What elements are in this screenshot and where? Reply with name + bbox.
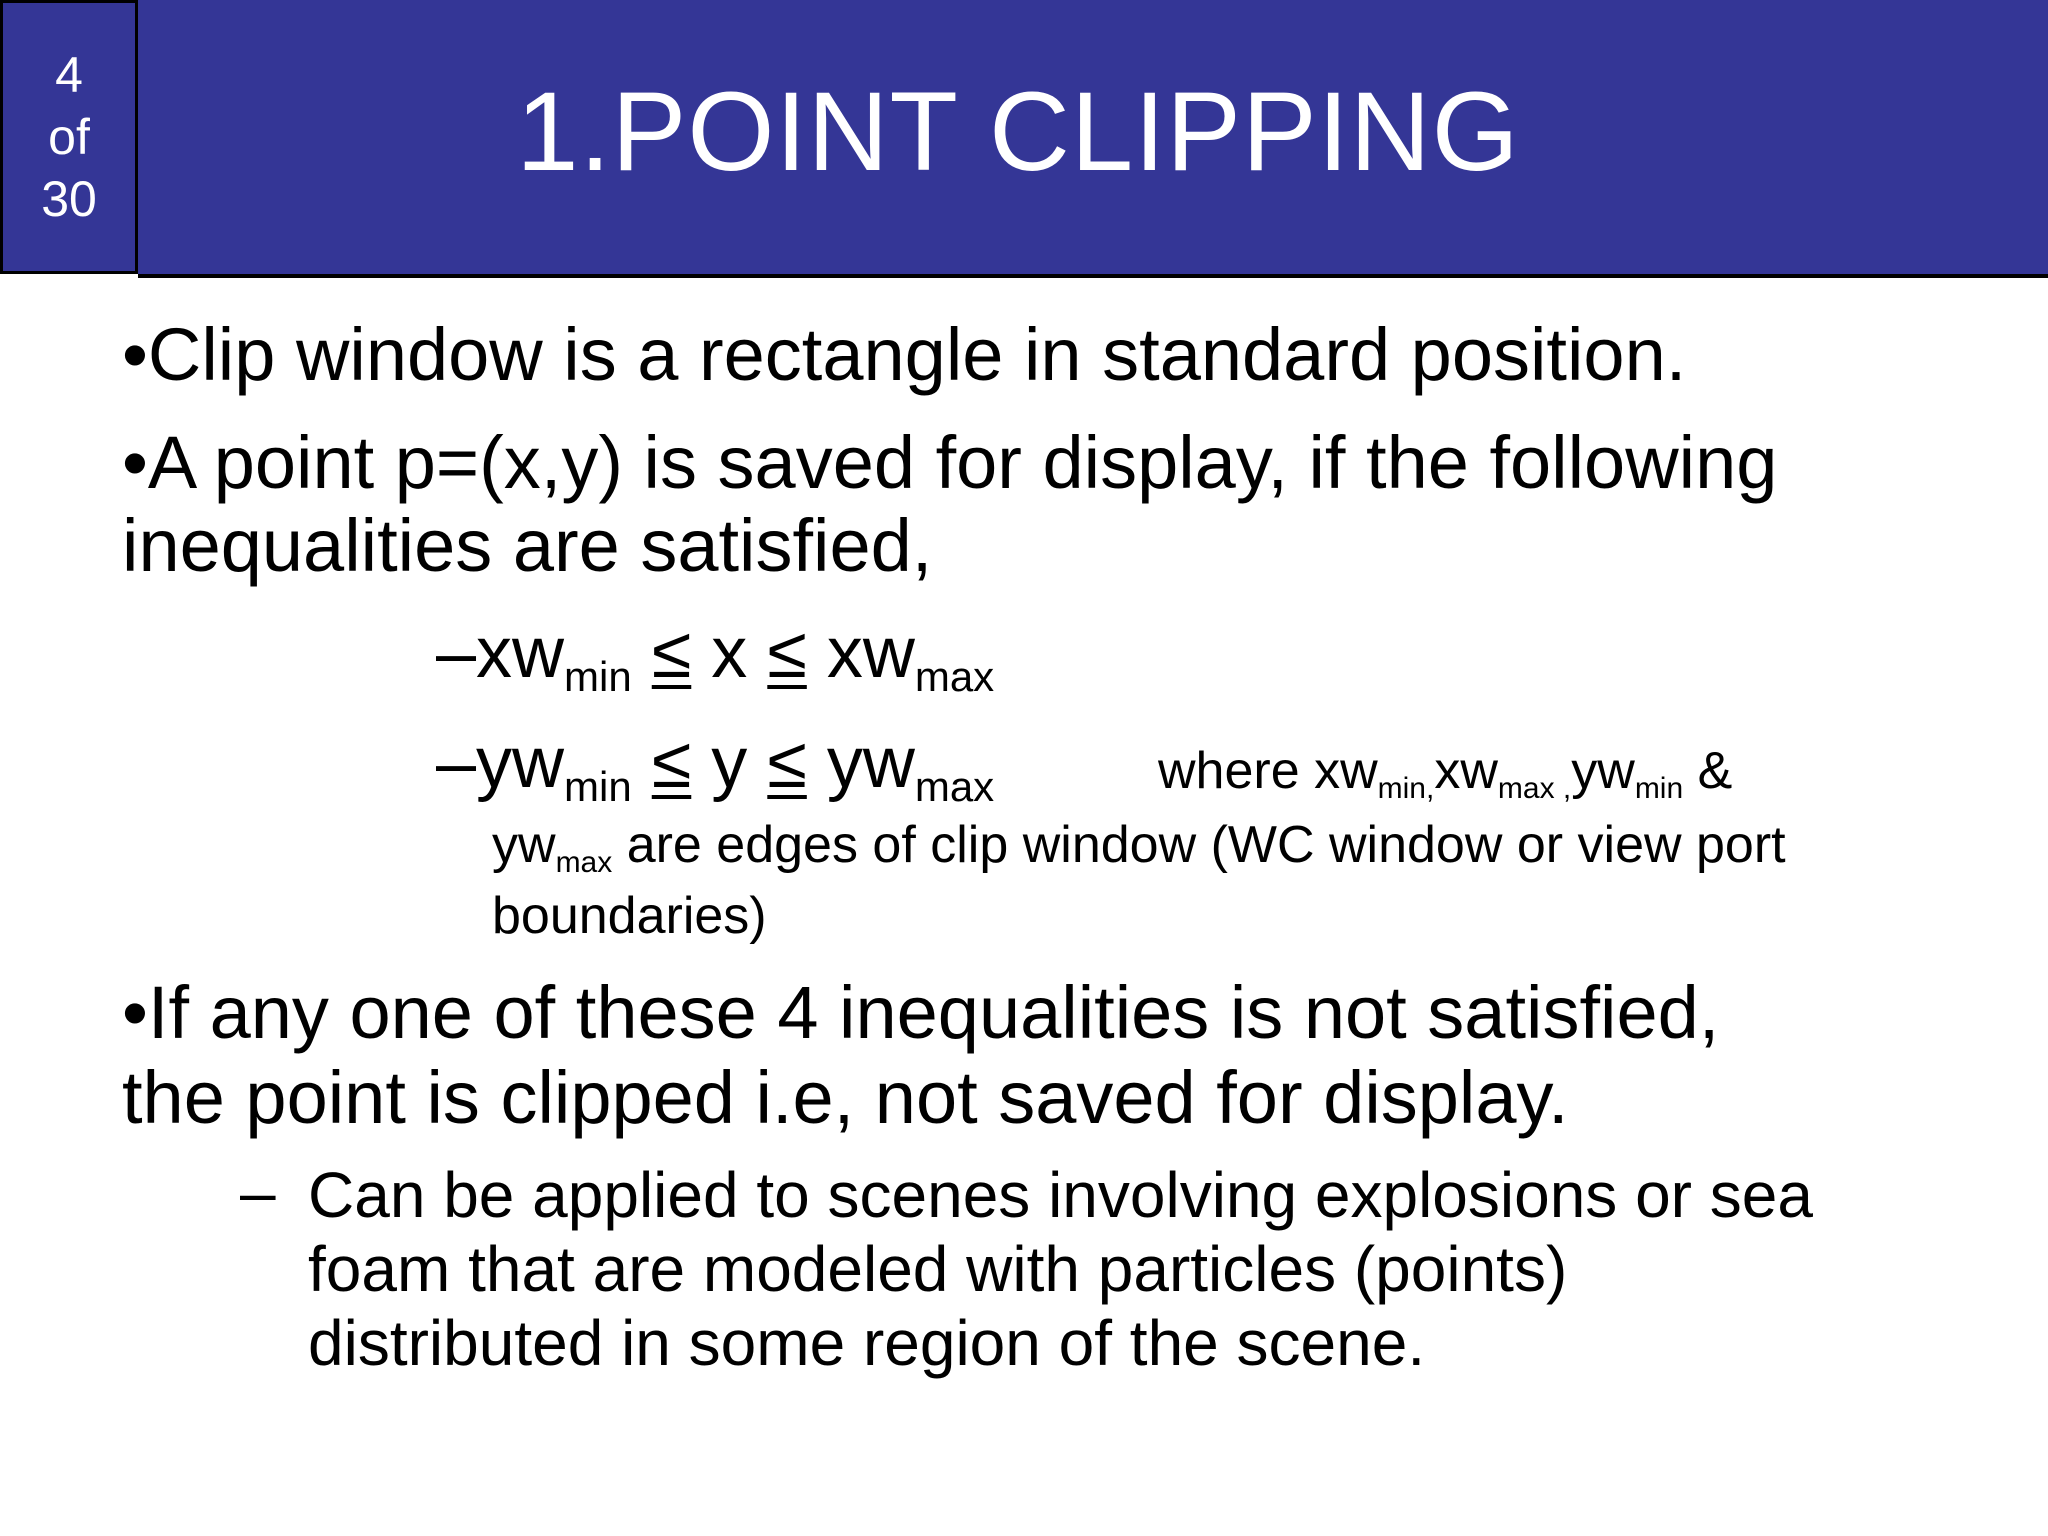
less-equal-symbol: ≤ [767,723,807,803]
inequality-x: $-xw_{min} \le x \le xw_{max}$ [436,613,995,700]
inequality-y: $-yw_{min} \le y \le yw_{max}$ [436,723,995,810]
where-note-line-2: $yw_{max}$ are edges of clip window (WC window or view port [492,816,1786,879]
sub-bullet-line-1: Can be applied to scenes involving explosions or sea [308,1159,1813,1231]
where-note-line-3: boundaries) [492,887,767,945]
page-current: 4 [55,47,83,103]
page-of-label: of [48,109,90,165]
page-total: 30 [41,171,97,227]
slide-title: 1.POINT CLIPPING [516,68,1520,194]
sub-bullet-line-2: foam that are modeled with particles (points) [308,1233,1568,1305]
bullet-2-line-2: inequalities are satisfied, [122,504,933,587]
bullet-1: •Clip window is a rectangle in standard position. [122,313,1687,396]
less-equal-symbol: ≤ [651,613,692,693]
sub-bullet-dash: – [240,1156,276,1228]
page-number-box [0,0,138,274]
less-equal-symbol: ≤ [767,613,807,693]
bullet-2-line-1: •A point p=(x,y) is saved for display, if the following [122,421,1778,504]
inequality-dash: – [436,613,477,693]
bullet-3-line-1: •If any one of these 4 inequalities is not satisfied, [122,971,1720,1054]
sub-bullet-line-3: distributed in some region of the scene. [308,1307,1426,1379]
title-bar [138,0,2048,278]
where-note-line-1: where $xw_{min,}xw_{max ,}yw_{min}$ & [1158,742,1733,805]
inequality-dash: – [436,723,477,803]
less-equal-symbol: ≤ [651,723,692,803]
bullet-3-line-2: the point is clipped i.e, not saved for display. [122,1056,1569,1139]
